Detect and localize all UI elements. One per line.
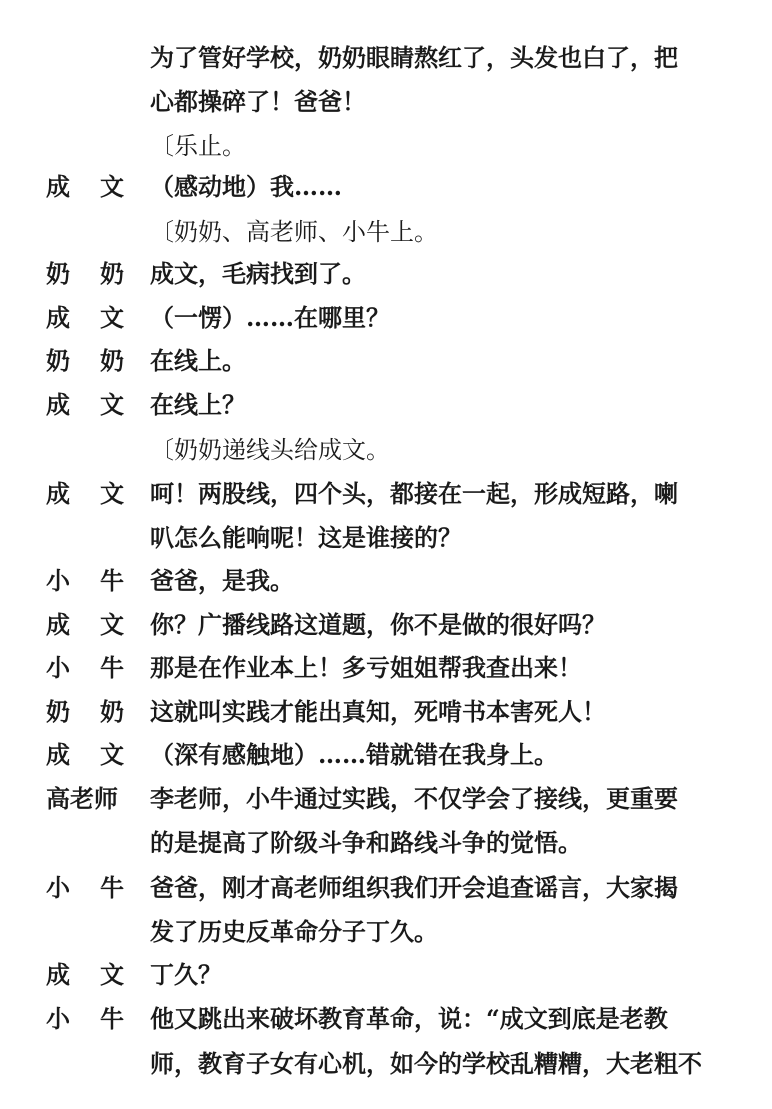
line-text: （深有感触地）……错就错在我身上。 [150,740,558,769]
script-line [0,603,772,647]
script-line [0,997,772,1041]
line-text: 师，教育子女有心机，如今的学校乱糟糟，大老粗不 [150,1049,702,1078]
line-text: 〔奶奶、高老师、小牛上。 [150,218,438,246]
speaker-name: 小牛 [46,566,154,595]
script-line [0,1042,772,1086]
script-line [0,165,772,209]
speaker-name: 高老师 [46,784,118,813]
speaker-name: 成文 [46,960,154,989]
line-text: 李老师，小牛通过实践，不仅学会了接线，更重要 [150,784,678,813]
line-text: （一愣）……在哪里？ [150,303,390,332]
line-text: 你？广播线路这道题，你不是做的很好吗？ [150,610,606,639]
line-text: 〔乐止。 [150,132,246,160]
script-line [0,80,772,124]
line-text: 发了历史反革命分子丁久。 [150,917,438,946]
speaker-name: 奶奶 [46,346,154,375]
line-text: 的是提高了阶级斗争和路线斗争的觉悟。 [150,828,582,857]
speaker-name: 成文 [46,172,154,201]
line-text: 那是在作业本上！多亏姐姐帮我查出来！ [150,653,582,682]
speaker-name: 小牛 [46,653,154,682]
line-text: 叭怎么能响呢！这是谁接的？ [150,523,462,552]
script-line [0,383,772,427]
speaker-name: 小牛 [46,1004,154,1033]
speaker-name: 成文 [46,390,154,419]
line-text: 呵！两股线，四个头，都接在一起，形成短路，喇 [150,479,678,508]
line-text: 他又跳出来破坏教育革命，说：“成文到底是老教 [150,1004,668,1033]
script-line [0,646,772,690]
script-line [0,252,772,296]
line-text: 心都操碎了！爸爸！ [150,87,366,116]
speaker-name: 奶奶 [46,697,154,726]
stage-direction [0,428,772,472]
script-line [0,472,772,516]
line-text: 爸爸，刚才高老师组织我们开会追查谣言，大家揭 [150,873,678,902]
line-text: 丁久？ [150,960,222,989]
script-line [0,36,772,80]
speaker-name: 成文 [46,740,154,769]
script-line [0,296,772,340]
script-line [0,910,772,954]
script-line [0,953,772,997]
script-line [0,559,772,603]
script-line [0,733,772,777]
script-line [0,690,772,734]
line-text: 〔奶奶递线头给成文。 [150,436,390,464]
line-text: 在线上。 [150,346,246,375]
script-line [0,777,772,821]
script-line [0,516,772,560]
speaker-name: 成文 [46,610,154,639]
stage-direction [0,210,772,254]
line-text: 为了管好学校，奶奶眼睛熬红了，头发也白了，把 [150,43,678,72]
speaker-name: 成文 [46,479,154,508]
script-line [0,821,772,865]
speaker-name: 小牛 [46,873,154,902]
line-text: 爸爸，是我。 [150,566,294,595]
line-text: 在线上？ [150,390,246,419]
script-line [0,866,772,910]
speaker-name: 成文 [46,303,154,332]
line-text: （感动地）我…… [150,172,342,201]
stage-direction [0,124,772,168]
line-text: 成文，毛病找到了。 [150,259,366,288]
script-line [0,339,772,383]
line-text: 这就叫实践才能出真知，死啃书本害死人！ [150,697,606,726]
speaker-name: 奶奶 [46,259,154,288]
